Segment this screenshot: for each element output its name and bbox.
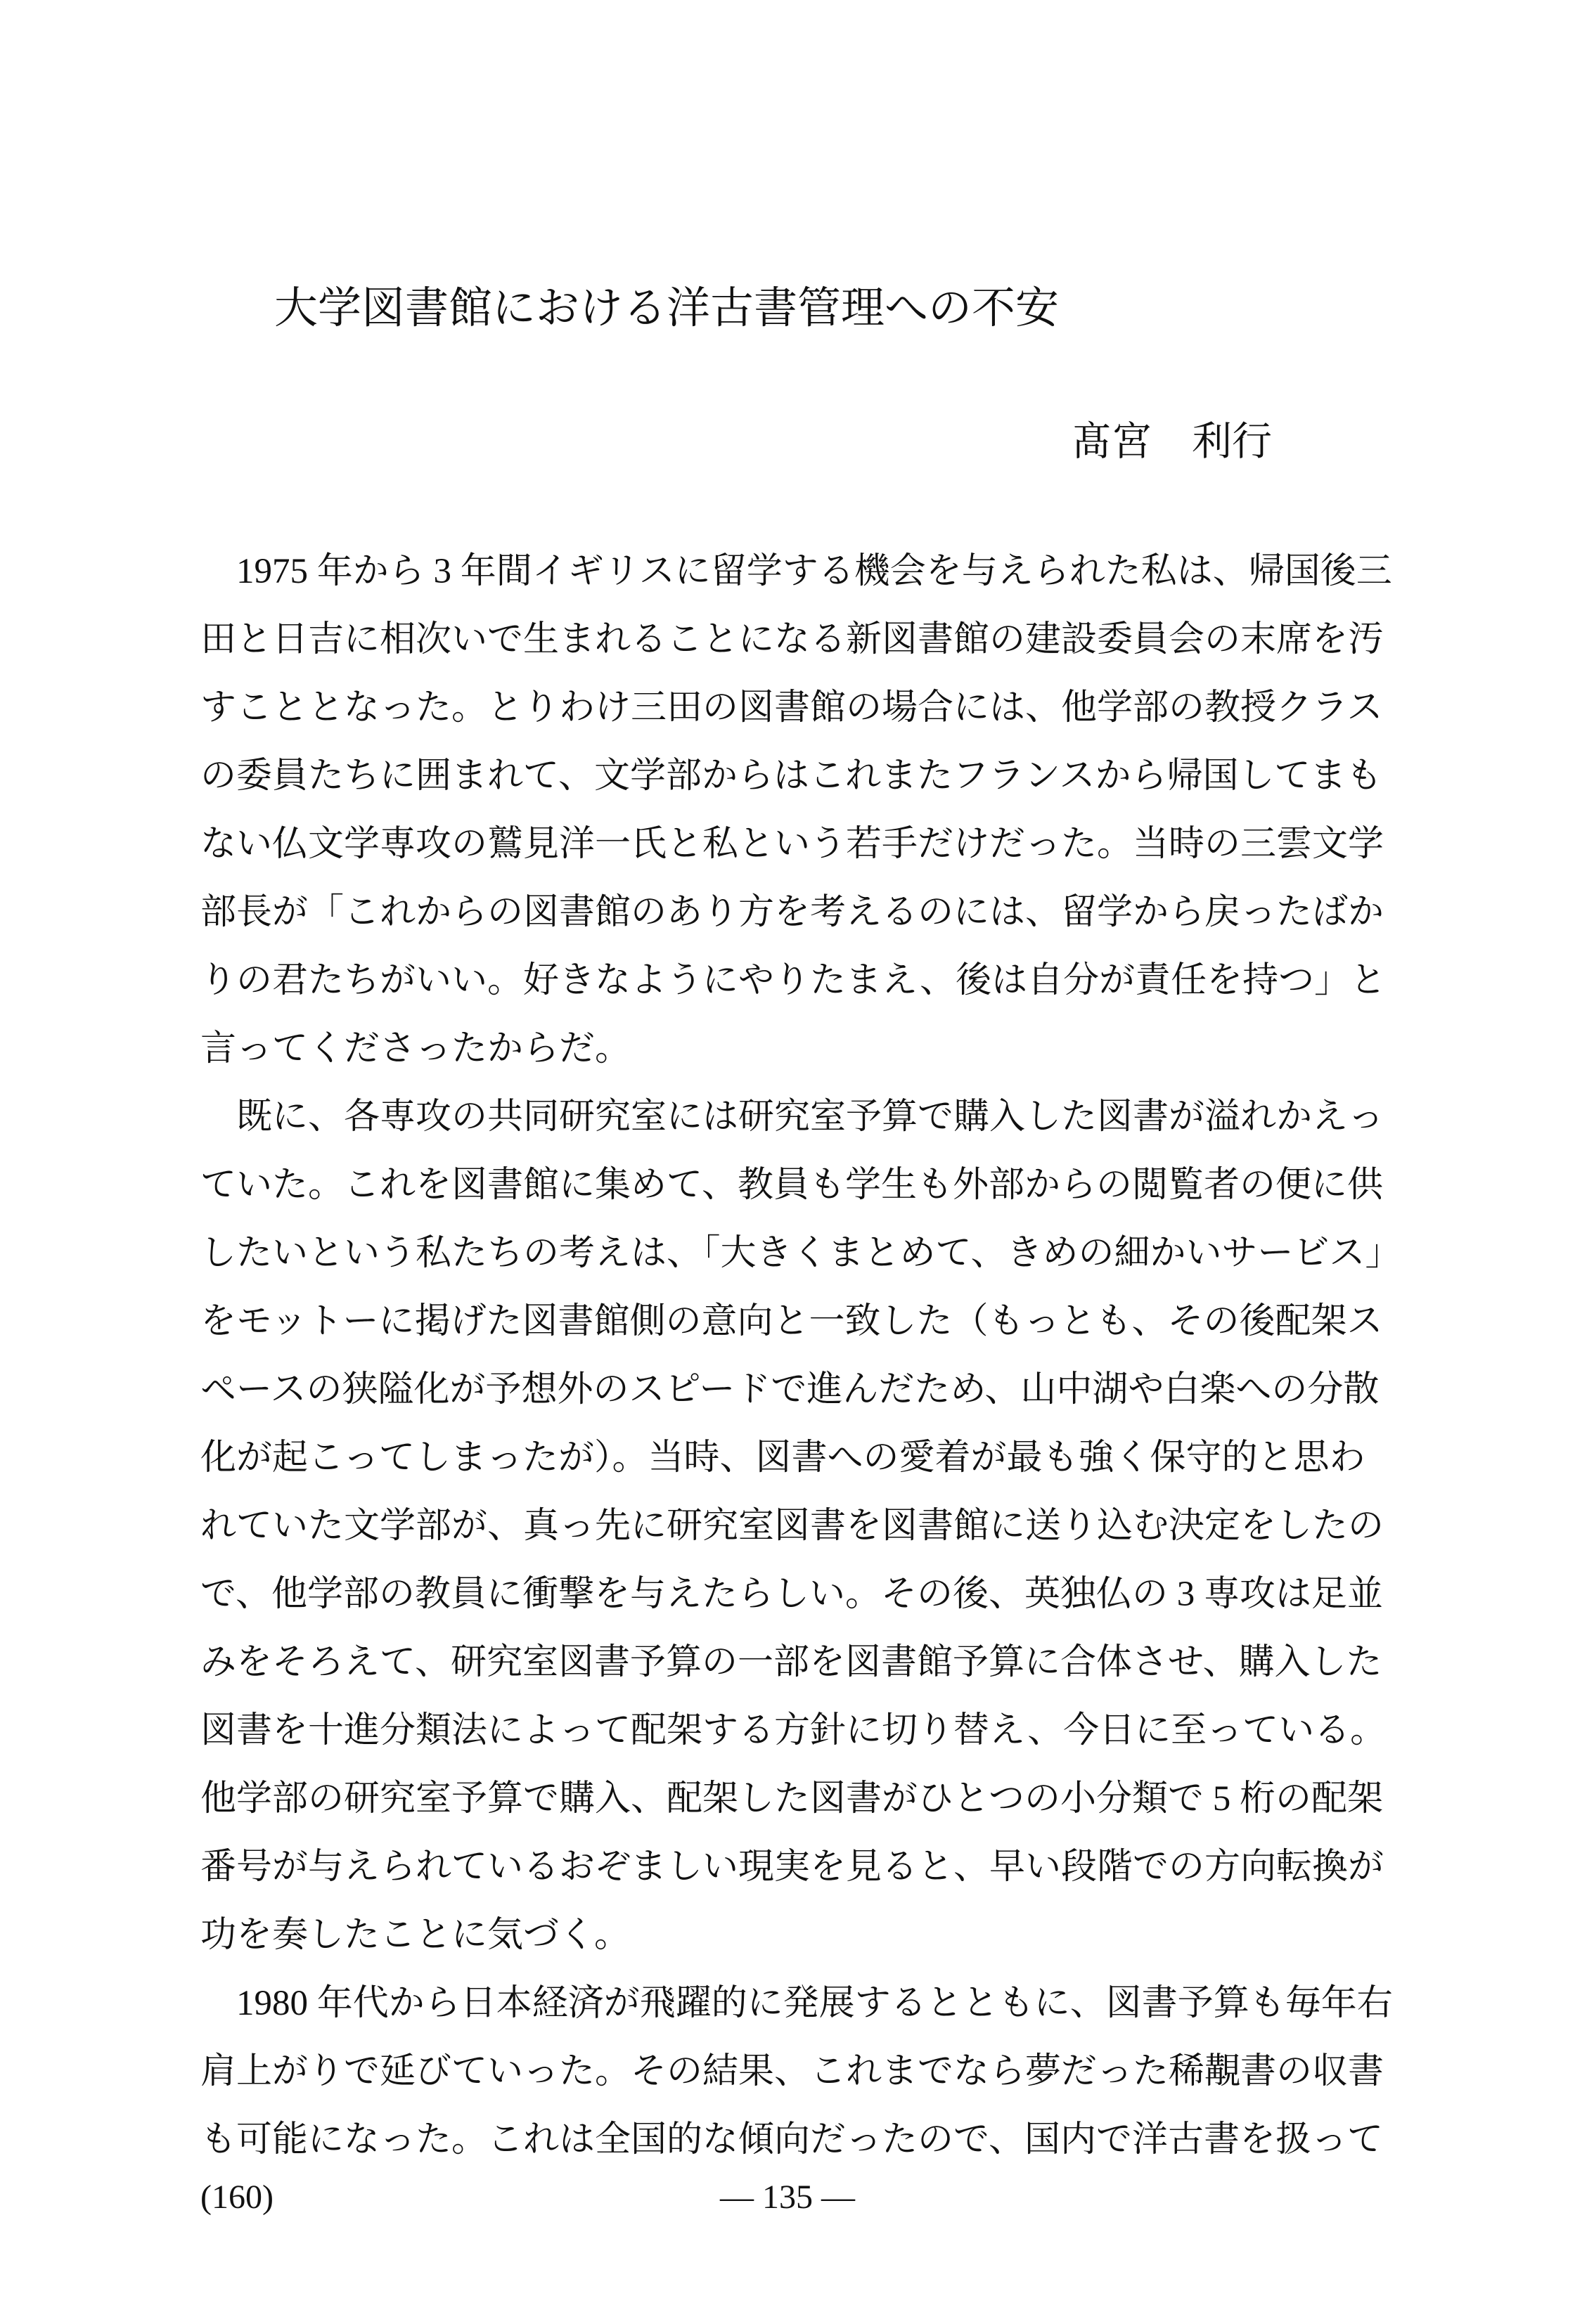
text-line: ていた。これを図書館に集めて、教員も学生も外部からの閲覧者の便に供	[200, 1166, 1383, 1205]
text-line: みをそろえて、研究室図書予算の一部を図書館予算に合体させ、購入した	[200, 1643, 1382, 1682]
text-line: ペースの狭隘化が予想外のスピードで進んだため、山中湖や白楽への分散	[200, 1370, 1380, 1409]
text-line: 化が起こってしまったが）。当時、図書への愛着が最も強く保守的と思わ	[200, 1438, 1365, 1478]
text-line: をモットーに掲げた図書館側の意向と一致した（もっとも、その後配架ス	[200, 1302, 1383, 1341]
text-line: 1975 年から 3 年間イギリスに留学する機会を与えられた私は、帰国後三	[200, 552, 1392, 591]
text-line: 図書を十進分類法によって配架する方針に切り替え、今日に至っている。	[200, 1711, 1387, 1750]
footer-page-ref: (160)	[200, 2178, 274, 2216]
text-line: で、他学部の教員に衝撃を与えたらしい。その後、英独仏の 3 専攻は足並	[200, 1575, 1383, 1614]
text-line: 他学部の研究室予算で購入、配架した図書がひとつの小分類で 5 桁の配架	[200, 1779, 1383, 1819]
text-line: 部長が「これからの図書館のあり方を考えるのには、留学から戻ったばか	[200, 893, 1384, 932]
page-title: 大学図書館における洋古書管理への不安	[274, 285, 1060, 333]
text-line: 1980 年代から日本経済が飛躍的に発展するとともに、図書予算も毎年右	[200, 1984, 1393, 2023]
text-line: りの君たちがいい。好きなようにやりたまえ、後は自分が責任を持つ」と	[200, 961, 1387, 1000]
footer-page-number: — 135 —	[720, 2178, 855, 2216]
text-line: 肩上がりで延びていった。その結果、これまでなら夢だった稀覯書の収書	[200, 2052, 1384, 2091]
author-name: 髙宮 利行	[1072, 420, 1272, 464]
text-line: すこととなった。とりわけ三田の図書館の場合には、他学部の教授クラス	[200, 688, 1383, 728]
text-line: したいという私たちの考えは、「大きくまとめて、きめの細かいサービス」	[200, 1234, 1401, 1273]
text-line: 言ってくださったからだ。	[200, 1029, 631, 1069]
text-line: の委員たちに囲まれて、文学部からはこれまたフランスから帰国してまも	[200, 756, 1382, 796]
text-line: れていた文学部が、真っ先に研究室図書を図書館に送り込む決定をしたの	[200, 1506, 1384, 1546]
body-text	[200, 538, 1401, 2174]
text-line: 功を奏したことに気づく。	[200, 1916, 630, 1955]
text-line: 田と日吉に相次いで生まれることになる新図書館の建設委員会の末席を汚	[200, 620, 1384, 659]
text-line: 既に、各専攻の共同研究室には研究室予算で購入した図書が溢れかえっ	[200, 1097, 1384, 1137]
text-line: ない仏文学専攻の鷲見洋一氏と私という若手だけだった。当時の三雲文学	[200, 825, 1384, 864]
text-line: 番号が与えられているおぞましい現実を見ると、早い段階での方向転換が	[200, 1847, 1384, 1887]
text-line: も可能になった。これは全国的な傾向だったので、国内で洋古書を扱って	[200, 2120, 1383, 2160]
